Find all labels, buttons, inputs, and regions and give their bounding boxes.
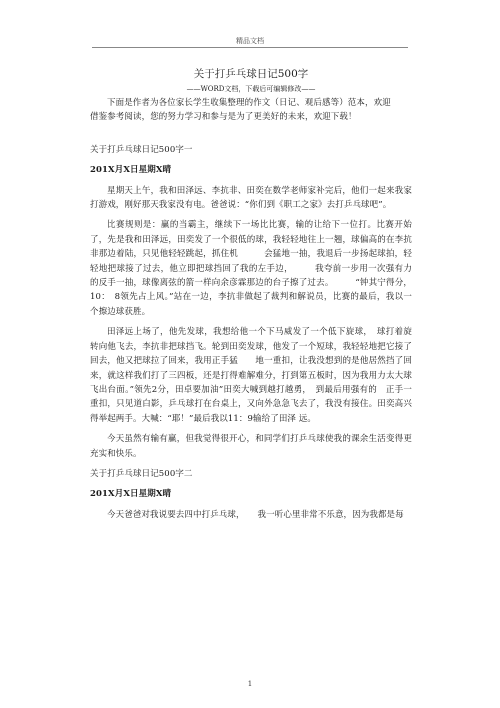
header-divider — [92, 47, 408, 48]
section1-date: 201X月X日星期X晴 — [90, 165, 172, 176]
document-subtitle: ——WORD文档，下载后可编辑修改—— — [186, 85, 316, 93]
spacer — [90, 125, 412, 135]
page-header: 精品文档 — [236, 37, 264, 45]
section1-heading: 关于打乒乓球日记500字一 — [90, 144, 193, 155]
section1-paragraph-3: 田泽远上场了，他先发球，我想给他一个下马威发了一个低下旋球， 球打着旋转向他飞去，李抗非把球挡飞。轮到田奕发球，他发了一个短球，我轻轻地把它接了回去，他又把球拉了回来，我用正手猛 地一重扣，让我没想到的是他居然挡了回来，就这样我们打了三四板，还是打得难解难分，打到第五板时，因为我用力太大球飞出台面。”领先2分，田卓要加油”田奕大喊到越打越勇， 到最后用强有的 正手一重扣，只见道白影，乒乓球打在台桌上，又向外急急飞去了，我没有接住。田奕高兴得举起两手。大喊：“耶！”最后我以11：9输给了田泽 远。 — [90, 327, 412, 424]
section1-paragraph-1: 星期天上午，我和田泽远、李抗非、田奕在数学老师家补完后，他们一起来我家打游戏，刚好那天我家没有电。爸爸说：“你们到《职工之家》去打乒乓球吧”。 — [90, 185, 412, 211]
intro-line-2: 借鉴参考阅读，您的努力学习和参与是为了更美好的未来，欢迎下载！ — [90, 112, 357, 123]
document-body — [90, 66, 412, 522]
section2-heading: 关于打乒乓球日记500字二 — [90, 468, 193, 479]
document-title: 关于打乒乓球日记500字 — [193, 68, 309, 80]
intro-line-1: 下面是作者为各位家长学生收集整理的作文（日记、观后感等）范本，欢迎 — [107, 98, 391, 108]
section2-date: 201X月X日星期X晴 — [90, 489, 172, 500]
page-number: 1 — [247, 680, 253, 688]
section1-paragraph-4: 今天虽然有输有赢，但我觉得很开心，和同学们打乒乓球使我的课余生活变得更充实和快乐。 — [90, 434, 412, 459]
section1-paragraph-2: 比赛规则是：赢的当霸主，继续下一场比比赛，输的让给下一位打。比赛开始了，先是我和田泽远，田奕发了一个很低的球，我轻轻地往上一翘，球偏高的在李抗非那边着陆，只见他轻轻跳起，抓住机 会猛地一抽，我退后一步扬起球拍，轻轻地把球接了过去，他立即把球挡回了我的左手边， 我夸前一步用一次强有力的反手一抽，球像离弦的箭一样向余彦霖那边的台子擦了过去。 “钟其宁得分，10： 8领先占上风。”站在一边，李抗非做起了裁判和解说员，比赛的最后，我以一个擦边球获胜。 — [90, 220, 412, 317]
section2-paragraph-1: 今天爸爸对我说要去四中打乒乓球， 我一听心里非常不乐意，因为我都是每 — [107, 509, 404, 520]
